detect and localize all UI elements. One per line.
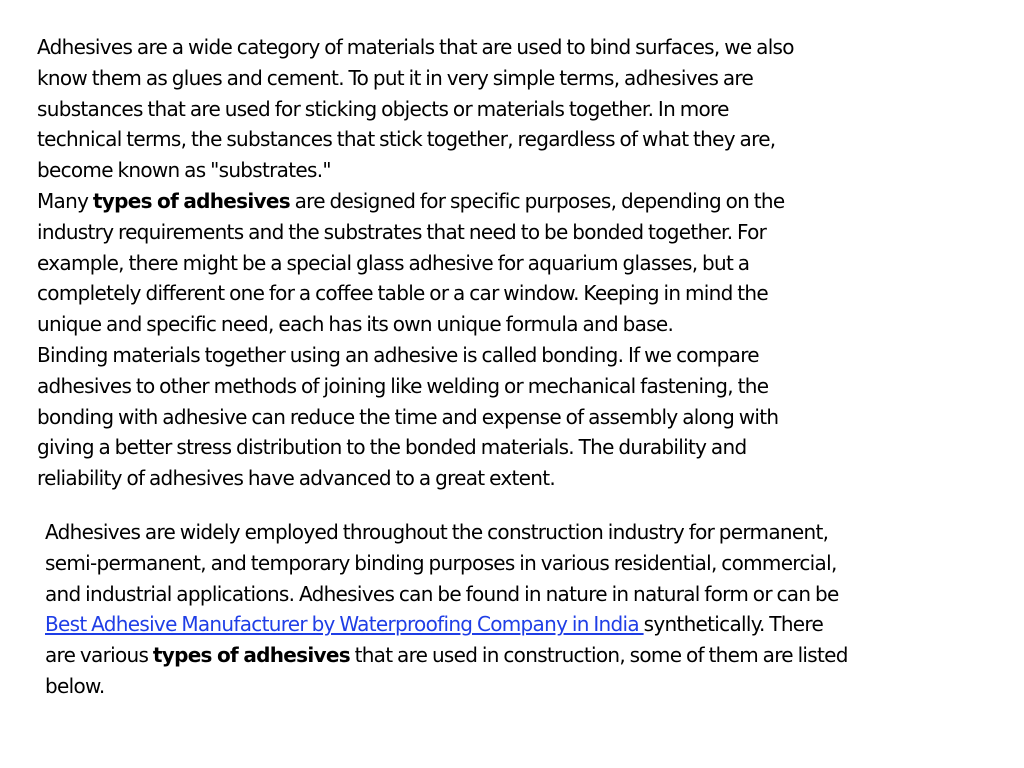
paragraph-line: and industrial applications. Adhesives can be found in nature in natural form or can be <box>45 581 839 606</box>
construction-text-block <box>45 517 955 702</box>
paragraph-line: adhesives to other methods of joining like welding or mechanical fastening, the <box>37 373 769 398</box>
paragraph-line: become known as "substrates." <box>37 158 331 183</box>
paragraph-line: semi-permanent, and temporary binding purposes in various residential, commercial, <box>45 550 837 575</box>
paragraph-line: example, there might be a special glass adhesive for aquarium glasses, but a <box>37 250 750 275</box>
paragraph-line: giving a better stress distribution to the bonded materials. The durability and <box>37 435 747 460</box>
paragraph-line: bonding with adhesive can reduce the time and expense of assembly along with <box>37 404 779 429</box>
paragraph-line: substances that are used for sticking objects or materials together. In more <box>37 96 729 121</box>
paragraph-line: Binding materials together using an adhesive is called bonding. If we compare <box>37 342 759 367</box>
bold-keyword: types of adhesives <box>92 188 290 213</box>
paragraph-line: completely different one for a coffee table or a car window. Keeping in mind the <box>37 281 769 306</box>
paragraph-line: Adhesives are a wide category of materials that are used to bind surfaces, we also <box>37 35 794 59</box>
paragraph-line: technical terms, the substances that stick together, regardless of what they are, <box>37 127 776 152</box>
paragraph-line: below. <box>45 673 105 698</box>
paragraph-line: unique and specific need, each has its own unique formula and base. <box>37 312 674 337</box>
text-run: that are used in construction, some of them are listed <box>349 643 848 668</box>
text-run: are designed for specific purposes, depending on the <box>289 188 785 213</box>
paragraph-line-with-bold <box>37 186 897 217</box>
paragraph-line: know them as glues and cement. To put it in very simple terms, adhesives are <box>37 65 754 90</box>
paragraph-line-with-bold <box>45 640 955 671</box>
paragraph-line: industry requirements and the substrates that need to be bonded together. For <box>37 219 767 244</box>
adhesive-manufacturer-link[interactable]: Best Adhesive Manufacturer by Waterproofing Company in India <box>45 612 644 637</box>
paragraph-line: Adhesives are widely employed throughout the construction industry for permanent, <box>45 520 829 544</box>
intro-text-block <box>37 32 897 494</box>
text-run: Many <box>37 188 93 213</box>
paragraph-line: reliability of adhesives have advanced to a great extent. <box>37 466 556 491</box>
text-run: are various <box>45 643 153 668</box>
text-run: synthetically. There <box>643 612 824 637</box>
bold-keyword: types of adhesives <box>152 643 350 668</box>
paragraph-line-with-link <box>45 609 955 640</box>
